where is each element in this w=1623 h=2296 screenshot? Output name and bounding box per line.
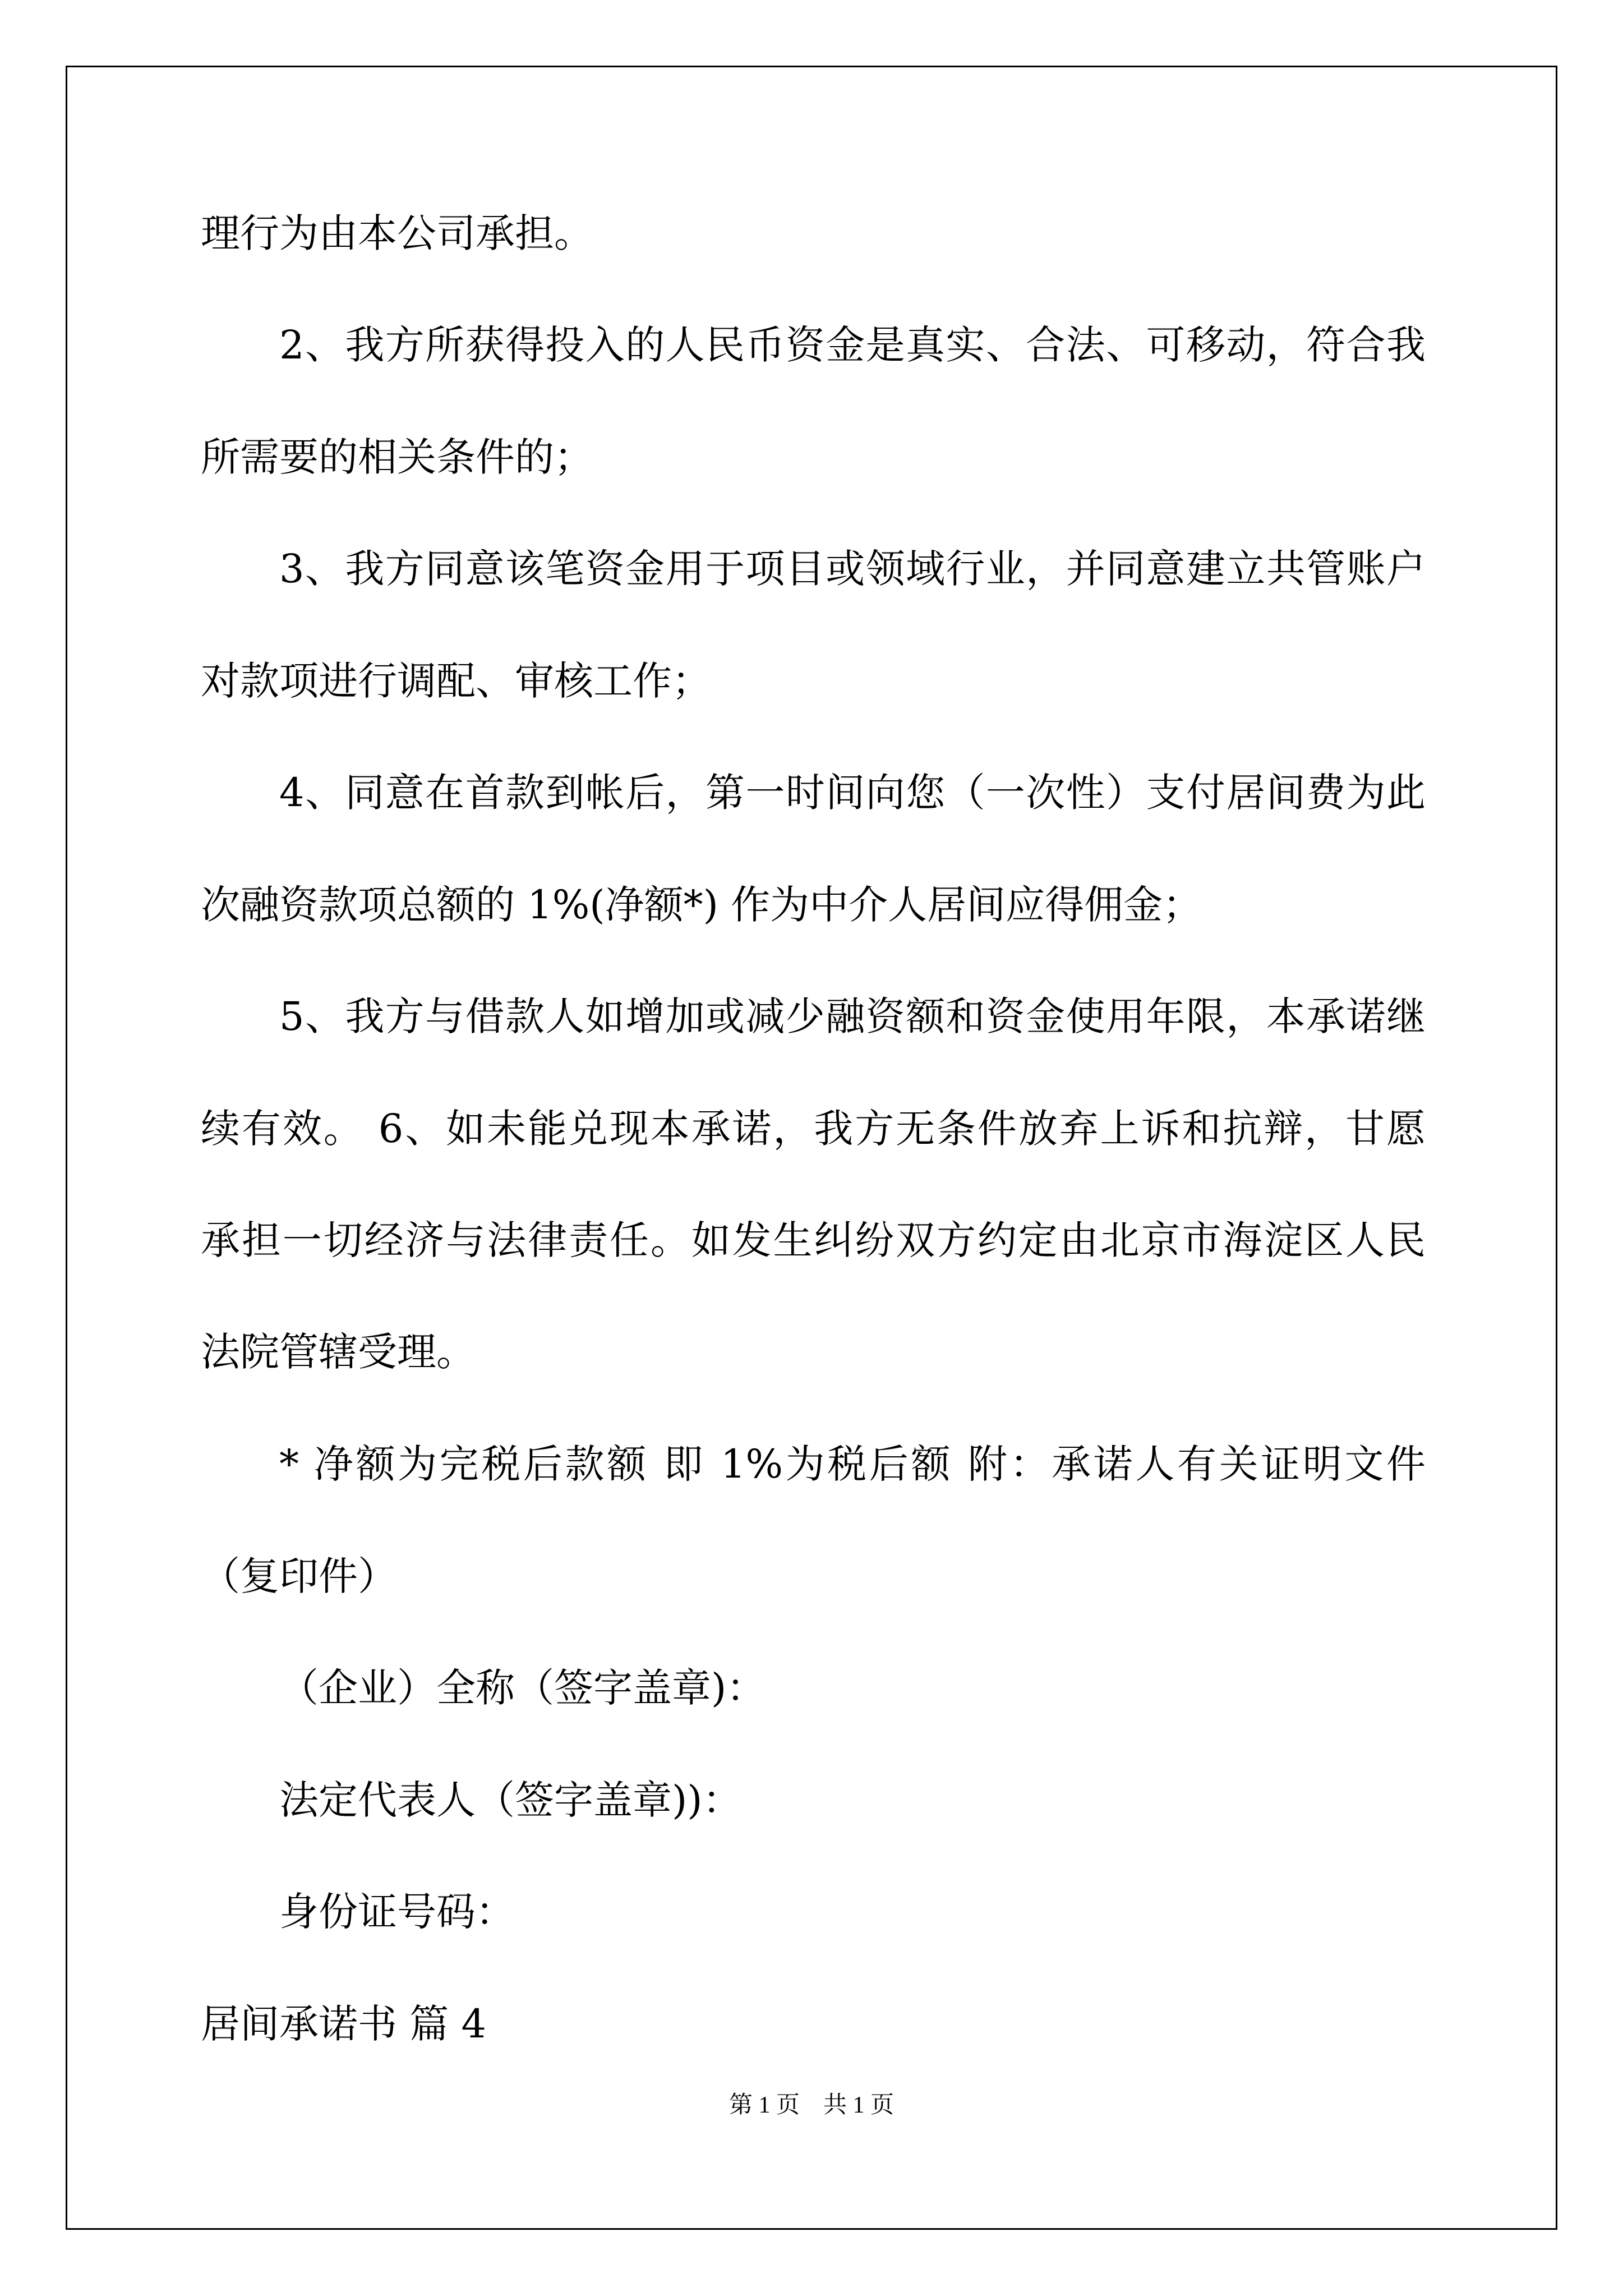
page-footer: 第 1 页 共 1 页 — [728, 2092, 894, 2118]
clause-4-line-1: 4、同意在首款到帐后，第一时间向您（一次性）支付居间费为此 — [279, 770, 1426, 816]
paragraph-line: 理行为由本公司承担。 — [201, 210, 593, 256]
clause-3-line-1: 3、我方同意该笔资金用于项目或领域行业，并同意建立共管账户 — [279, 546, 1426, 592]
clause-6-line-2: 承担一切经济与法律责任。如发生纠纷双方约定由北京市海淀区人民 — [201, 1217, 1426, 1263]
clause-5-line-2: 续有效。 6、如未能兑现本承诺，我方无条件放弃上诉和抗辩，甘愿 — [201, 1106, 1426, 1152]
legal-representative-field: 法定代表人（签字盖章))： — [279, 1777, 742, 1823]
note-line-1: * 净额为完税后款额 即 1%为税后额 附：承诺人有关证明文件 — [279, 1441, 1426, 1487]
clause-2-line-2: 所需要的相关条件的； — [201, 434, 593, 480]
id-number-field: 身份证号码： — [279, 1889, 515, 1935]
clause-4-line-2: 次融资款项总额的 1%(净额*) 作为中介人居间应得佣金； — [201, 882, 1202, 928]
company-signature-field: （企业）全称（签字盖章)： — [279, 1665, 766, 1711]
section-heading: 居间承诺书 篇 4 — [201, 2001, 487, 2047]
clause-5-line-1: 5、我方与借款人如增加或减少融资额和资金使用年限，本承诺继 — [279, 993, 1426, 1039]
note-line-2: （复印件） — [201, 1553, 397, 1599]
clause-2-line-1: 2、我方所获得投入的人民币资金是真实、合法、可移动，符合我 — [279, 322, 1426, 368]
clause-6-line-3: 法院管辖受理。 — [201, 1329, 476, 1375]
clause-3-line-2: 对款项进行调配、审核工作； — [201, 658, 711, 704]
